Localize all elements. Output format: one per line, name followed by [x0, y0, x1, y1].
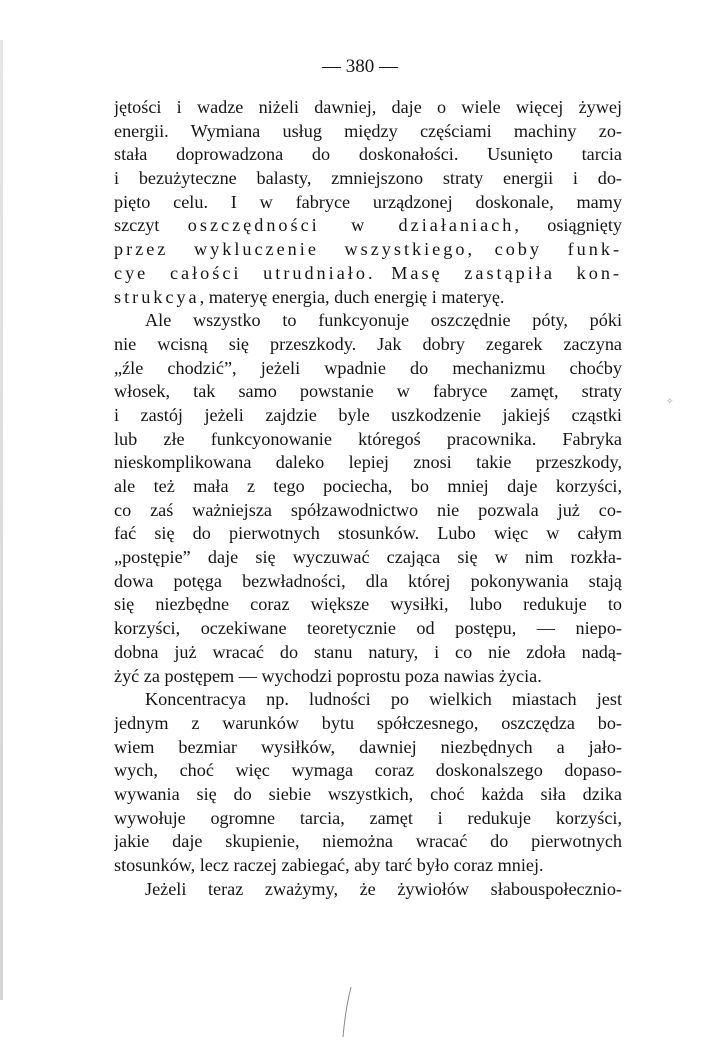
- text-line: [114, 807, 622, 831]
- text-line: [114, 286, 622, 310]
- text-line: [114, 451, 622, 475]
- text-segment: .: [367, 262, 392, 283]
- text-line: [114, 522, 622, 546]
- text-segment: wych, choć więc wymaga coraz doskonalszego dopaso-: [114, 760, 622, 781]
- spaced-emphasis-text: Masę zastąpiła kon-: [391, 262, 622, 283]
- text-segment: wywania się do siebie wszystkich, choć każda siła dzika: [114, 783, 622, 804]
- text-segment: dobna już wracać do stanu natury, i co nie zdoła nadą-: [114, 641, 622, 662]
- text-segment: dowa potęga bezwładności, dla której pokonywania stają: [114, 570, 622, 591]
- spaced-emphasis-text: coby funk-: [494, 239, 622, 260]
- text-segment: jednym z warunków bytu spółczesnego, oszczędza bo-: [114, 712, 622, 733]
- text-segment: , materyę energia, duch energię i materyę.: [199, 286, 505, 307]
- text-line: [114, 380, 622, 404]
- text-segment: fać się do pierwotnych stosunków. Lubo więc w całym: [114, 523, 622, 544]
- text-line: [114, 759, 622, 783]
- text-segment: jętości i wadze niżeli dawniej, daje o wiele więcej żywej: [114, 97, 622, 117]
- text-line: [114, 546, 622, 570]
- text-segment: pięto celu. I w fabryce urządzonej doskonale, mamy: [114, 191, 622, 212]
- text-line: [114, 96, 622, 120]
- text-line: [114, 593, 622, 617]
- text-line: [114, 333, 622, 357]
- text-segment: wywołuje ogromne tarcia, zamęt i redukuje korzyści,: [114, 807, 622, 828]
- text-line: [114, 309, 622, 333]
- text-line: [114, 878, 622, 902]
- text-segment: wiem bezmiar wysiłków, dawniej niezbędnych a jało-: [114, 736, 622, 757]
- spaced-emphasis-text: przez wykluczenie wszystkiego: [114, 239, 468, 260]
- text-segment: ale też mała z tego pociecha, bo mniej daje korzyści,: [114, 476, 622, 496]
- text-segment: nieskomplikowana daleko lepiej znosi takie przeszkody,: [114, 452, 622, 473]
- text-segment: żyć za postępem — wychodzi poprostu poza nawias życia.: [114, 665, 542, 686]
- spaced-emphasis-text: cye całości utrudniało: [114, 262, 368, 283]
- text-line: [114, 830, 622, 854]
- text-line: [114, 262, 622, 286]
- text-segment: Jeżeli teraz zważymy, że żywiołów słabouspołecznio-: [145, 878, 622, 899]
- text-segment: co zaś ważniejsza spółzawodnictwo nie pozwala już co-: [114, 499, 622, 520]
- text-segment: korzyści, oczekiwane teoretycznie od postępu, — niepo-: [114, 618, 622, 639]
- text-line: [114, 570, 622, 594]
- text-segment: Ale wszystko to funkcyonuje oszczędnie póty, póki: [145, 310, 622, 331]
- pen-stroke-mark: [340, 985, 354, 1039]
- text-segment: stosunków, lecz raczej zabiegać, aby tarć było coraz mniej.: [114, 855, 544, 875]
- text-line: [114, 736, 622, 760]
- text-segment: , osiągnięty: [514, 215, 622, 236]
- text-segment: energii. Wymiana usług między częściami machiny zo-: [114, 120, 622, 141]
- text-line: [114, 665, 622, 689]
- text-line: [114, 214, 622, 238]
- text-segment: Koncentracya np. ludności po wielkich miastach jest: [145, 689, 622, 710]
- text-line: [114, 617, 622, 641]
- text-line: [114, 499, 622, 523]
- text-line: [114, 143, 622, 167]
- text-line: [114, 167, 622, 191]
- text-segment: i zastój jeżeli zajdzie byle uszkodzenie jakiejś cząstki: [114, 404, 622, 425]
- body-text: [114, 96, 622, 901]
- text-line: [114, 475, 622, 499]
- text-line: [114, 783, 622, 807]
- scan-edge-shadow: [0, 40, 3, 1000]
- text-segment: stała doprowadzona do doskonałości. Usunięto tarcia: [114, 144, 622, 165]
- text-line: [114, 641, 622, 665]
- ink-speck: ✧: [666, 396, 674, 406]
- text-line: [114, 120, 622, 144]
- text-line: [114, 404, 622, 428]
- spaced-emphasis-text: oszczędności w działaniach: [187, 215, 515, 236]
- text-segment: jakie daje skupienie, niemożna wracać do pierwotnych: [114, 831, 622, 852]
- text-segment: „źle chodzić”, jeżeli wpadnie do mechanizmu choćby: [114, 357, 622, 378]
- text-line: [114, 854, 622, 878]
- text-line: [114, 712, 622, 736]
- text-segment: „postępie” daje się wyczuwać czająca się w nim rozkła-: [114, 547, 622, 568]
- text-line: [114, 238, 622, 262]
- text-segment: ,: [467, 239, 495, 260]
- text-segment: i bezużyteczne balasty, zmniejszono straty energii i do-: [114, 168, 622, 189]
- text-line: [114, 357, 622, 381]
- text-segment: szczyt: [114, 215, 188, 236]
- text-line: [114, 688, 622, 712]
- text-segment: włosek, tak samo powstanie w fabryce zamęt, straty: [114, 381, 622, 402]
- page-number: — 380 —: [322, 56, 398, 77]
- text-segment: się niezbędne coraz większe wysiłki, lubo redukuje to: [114, 594, 622, 615]
- text-segment: lub złe funkcyonowanie któregoś pracownika. Fabryka: [114, 428, 622, 449]
- spaced-emphasis-text: strukcya: [114, 286, 200, 307]
- text-segment: nie wcisną się przeszkody. Jak dobry zegarek zaczyna: [114, 333, 622, 354]
- text-line: [114, 191, 622, 215]
- text-line: [114, 428, 622, 452]
